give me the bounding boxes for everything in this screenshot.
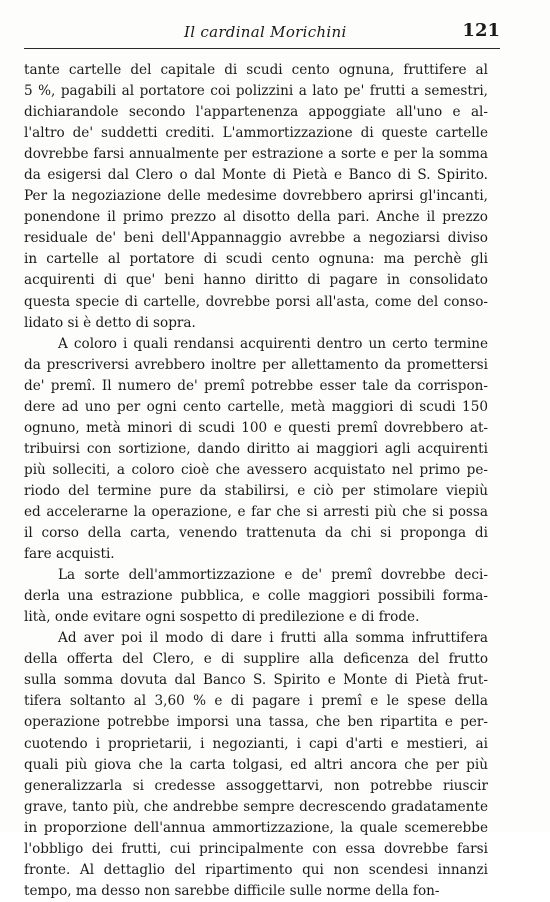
- text-line: acquirenti di que' beni hanno diritto di pagare in consolidato: [24, 272, 488, 289]
- body-text: [24, 60, 488, 902]
- text-line: generalizzarla si credesse assoggettarvi, non potrebbe riuscir: [24, 777, 488, 794]
- page-number: 121: [462, 20, 500, 41]
- text-line: tempo, ma desso non sarebbe difficile sulle norme della fon-: [24, 882, 440, 899]
- text-line: tribuirsi con sortizione, dando diritto ai maggiori agli acquirenti: [24, 440, 488, 457]
- text-line: fronte. Al dettaglio del ripartimento qui non scendesi innanzi: [24, 861, 488, 878]
- text-line: della offerta del Clero, e di supplire alla deficenza del frutto: [24, 651, 488, 668]
- text-line: grave, tanto più, che andrebbe sempre decrescendo gradatamente: [24, 798, 488, 815]
- text-line: dere ad uno per ogni cento cartelle, metà maggiori di scudi 150: [24, 398, 488, 415]
- text-line: ponendone il primo prezzo al disotto della pari. Anche il prezzo: [24, 209, 488, 226]
- text-line: l'obbligo dei frutti, cui principalmente con essa dovrebbe farsi: [24, 840, 488, 857]
- text-line: Per la negoziazione delle medesime dovrebbero aprirsi gl'incanti,: [24, 188, 488, 205]
- text-line: più solleciti, a coloro cioè che avessero acquistato nel primo pe-: [24, 461, 488, 478]
- text-line: ed accelerarne la operazione, e far che si arresti più che si possa: [24, 503, 488, 520]
- paragraph: [24, 565, 488, 628]
- text-line: cuotendo i proprietarii, i negozianti, i capi d'arti e mestieri, ai: [24, 735, 488, 752]
- text-line: lidato si è detto di sopra.: [24, 314, 196, 331]
- paragraph: [24, 60, 488, 334]
- text-line: tante cartelle del capitale di scudi cento ognuna, fruttifere al: [24, 62, 488, 78]
- paragraph: [24, 628, 488, 902]
- text-line: residuale de' beni dell'Appannaggio avrebbe a negoziarsi diviso: [24, 230, 488, 247]
- text-line: 5 %, pagabili al portatore coi polizzini a lato pe' frutti a semestri,: [24, 83, 488, 100]
- text-line: questa specie di cartelle, dovrebbe porsi all'asta, come del conso-: [24, 293, 488, 310]
- text-line: il corso della carta, venendo trattenuta da chi si proponga di: [24, 525, 488, 542]
- text-line: La sorte dell'ammortizzazione e de' premî dovrebbe deci-: [58, 567, 488, 584]
- running-title: Il cardinal Morichini: [184, 23, 347, 41]
- text-line: in cartelle al portatore di scudi cento ognuna: ma perchè gli: [24, 251, 488, 268]
- running-header: [24, 18, 500, 49]
- text-line: derla una estrazione pubblica, e colle maggiori possibili forma-: [24, 588, 488, 605]
- text-line: fare acquisti.: [24, 546, 115, 563]
- text-line: operazione potrebbe imporsi una tassa, che ben ripartita e per-: [24, 714, 488, 731]
- text-line: quali più giova che la carta tolgasi, ed altri ancora che per più: [24, 756, 488, 773]
- text-line: in proporzione dell'annua ammortizzazione, la quale scemerebbe: [24, 819, 488, 836]
- text-line: sulla somma dovuta dal Banco S. Spirito e Monte di Pietà frut-: [24, 672, 488, 689]
- text-line: dovrebbe farsi annualmente per estrazione a sorte e per la somma: [24, 146, 488, 163]
- text-line: Ad aver poi il modo di dare i frutti alla somma infruttifera: [58, 630, 488, 647]
- text-line: l'altro de' suddetti crediti. L'ammortizzazione di queste cartelle: [24, 125, 488, 142]
- text-line: dichiarandole secondo l'appartenenza appoggiate all'uno e al-: [24, 104, 488, 121]
- text-line: da prescriversi avrebbero inoltre per allettamento da promettersi: [24, 356, 488, 373]
- paragraph: [24, 334, 488, 566]
- text-line: de' premî. Il numero de' premî potrebbe esser tale da corrispon-: [24, 377, 488, 394]
- text-line: tifera soltanto al 3,60 % e di pagare i premî e le spese della: [24, 693, 488, 710]
- text-line: A coloro i quali rendansi acquirenti dentro un certo termine: [58, 335, 488, 352]
- text-line: ognuno, metà minori di scudi 100 e questi premî dovrebbero at-: [24, 419, 488, 436]
- text-line: riodo del termine pure da stabilirsi, e ciò per stimolare viepiù: [24, 482, 488, 499]
- text-line: da esigersi dal Clero o dal Monte di Pietà e Banco di S. Spirito.: [24, 167, 488, 184]
- text-line: lità, onde evitare ogni sospetto di predilezione e di frode.: [24, 609, 420, 626]
